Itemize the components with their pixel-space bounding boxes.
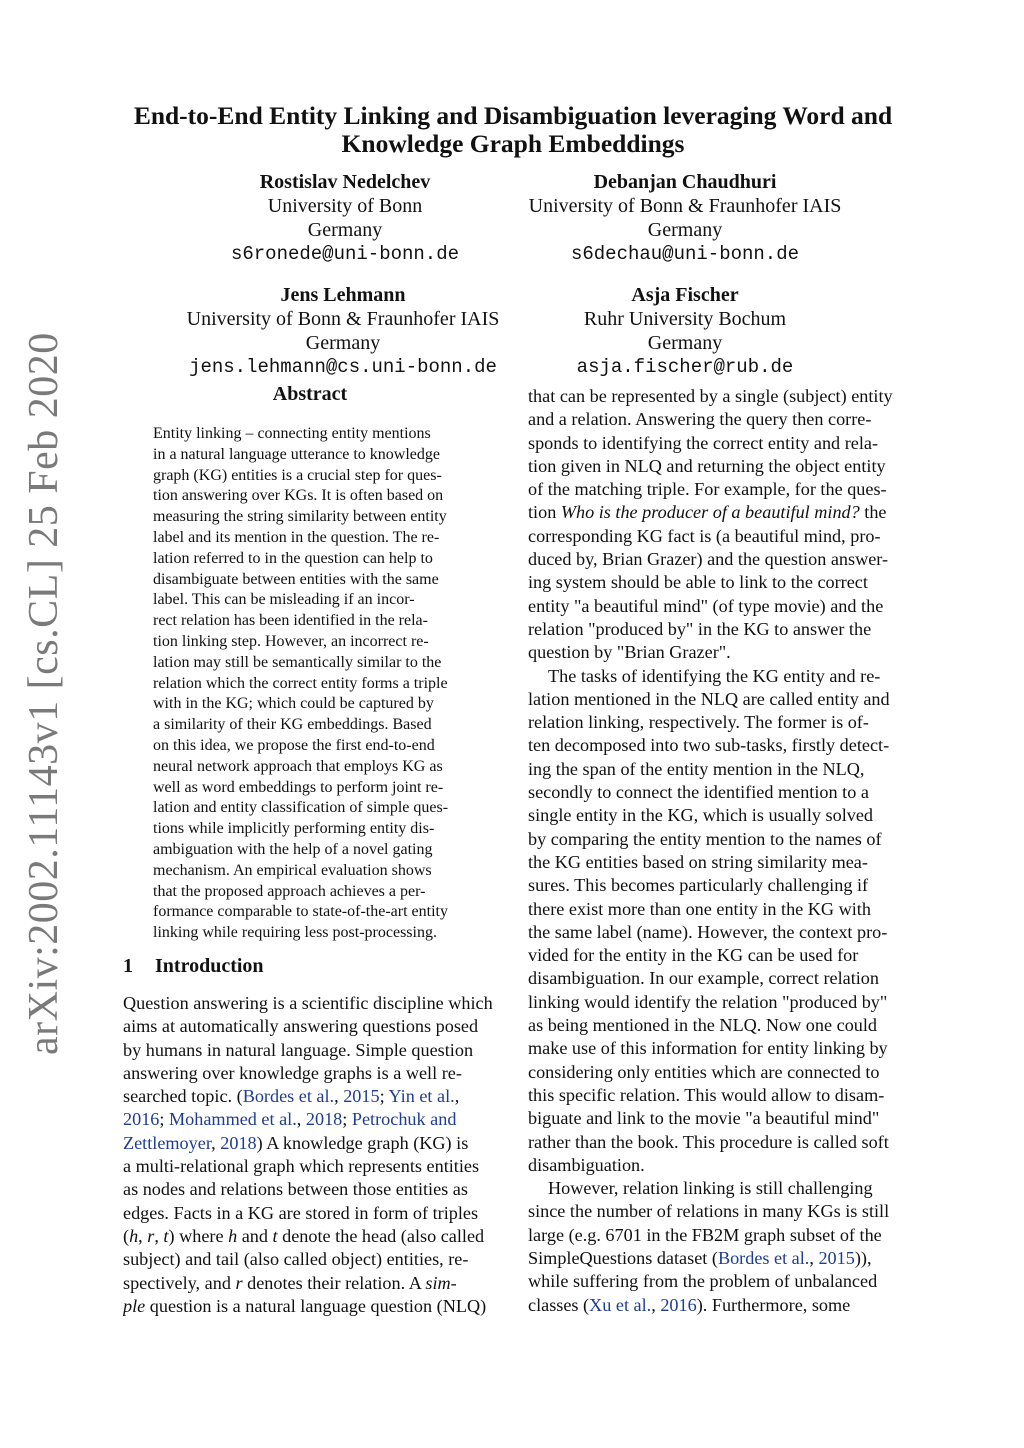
abstract-line: lation and entity classification of simple ques- bbox=[153, 799, 449, 817]
citation-link[interactable]: Bordes et al. bbox=[717, 1247, 810, 1268]
abstract-line: measuring the string similarity between entity bbox=[153, 508, 447, 526]
body-line: since the number of relations in many KGs is still bbox=[528, 1201, 890, 1222]
body-line: ing system should be able to link to the correct bbox=[528, 572, 868, 593]
abstract-line: neural network approach that employs KG as bbox=[153, 757, 443, 775]
body-line: relation "produced by" in the KG to answer the bbox=[528, 618, 872, 639]
body-line: single entity in the KG, which is usually solved bbox=[528, 805, 874, 826]
body-line: classes (Xu et al., 2016). Furthermore, some bbox=[528, 1294, 851, 1315]
abstract-line: tion linking step. However, an incorrect re- bbox=[153, 632, 429, 650]
body-line: the same label (name). However, the context pro- bbox=[528, 921, 888, 942]
intro-left-column bbox=[123, 992, 500, 1318]
abstract-line: graph (KG) entities is a crucial step for ques- bbox=[153, 466, 442, 484]
abstract-line: a similarity of their KG embeddings. Based bbox=[153, 716, 432, 734]
abstract-line: well as word embeddings to perform joint re- bbox=[153, 778, 444, 796]
body-line: large (e.g. 6701 in the FB2M graph subset of the bbox=[528, 1224, 882, 1245]
author-name: Rostislav Nedelchev bbox=[259, 171, 431, 193]
body-line: answering over knowledge graphs is a well re- bbox=[123, 1062, 462, 1083]
author-affiliation: Ruhr University Bochum bbox=[583, 308, 787, 330]
body-line: entity "a beautiful mind" (of type movie) and the bbox=[528, 595, 884, 616]
citation-link[interactable]: 2018 bbox=[220, 1132, 257, 1153]
body-line: by comparing the entity mention to the names of bbox=[528, 828, 882, 849]
author-affiliation: University of Bonn & Fraunhofer IAIS bbox=[186, 308, 500, 330]
body-line: Zettlemoyer, 2018) A knowledge graph (KG) is bbox=[123, 1132, 469, 1153]
body-line: sponds to identifying the correct entity and rela- bbox=[528, 432, 879, 453]
title-line-2: Knowledge Graph Embeddings bbox=[341, 129, 685, 158]
abstract-line: relation which the correct entity forms a triple bbox=[153, 674, 448, 692]
author-block-chaudhuri bbox=[485, 170, 885, 266]
abstract-line: tion answering over KGs. It is often based on bbox=[153, 487, 444, 505]
body-line: edges. Facts in a KG are stored in form of triples bbox=[123, 1202, 479, 1223]
body-line: vided for the entity in the KG can be used for bbox=[528, 945, 859, 966]
body-line: as nodes and relations between those entities as bbox=[123, 1179, 468, 1200]
abstract-line: mechanism. An empirical evaluation shows bbox=[153, 861, 432, 879]
author-country: Germany bbox=[307, 219, 383, 241]
body-line: disambiguation. In our example, correct relation bbox=[528, 968, 879, 989]
body-line: (h, r, t) where h and t denote the head (also called bbox=[123, 1225, 485, 1246]
body-line: The tasks of identifying the KG entity and re- bbox=[548, 665, 881, 686]
body-line: However, relation linking is still challenging bbox=[548, 1178, 873, 1199]
citation-link[interactable]: Bordes et al. bbox=[242, 1086, 335, 1107]
body-line: considering only entities which are connected to bbox=[528, 1061, 880, 1082]
body-line: 2016; Mohammed et al., 2018; Petrochuk and bbox=[123, 1109, 457, 1130]
citation-link[interactable]: Petrochuk and bbox=[351, 1109, 457, 1130]
body-line: ple question is a natural language question (NLQ) bbox=[123, 1295, 487, 1316]
abstract-body bbox=[153, 424, 471, 944]
body-line: by humans in natural language. Simple question bbox=[123, 1039, 474, 1060]
body-line: and a relation. Answering the query then corre- bbox=[528, 409, 872, 430]
author-affiliation: University of Bonn & Fraunhofer IAIS bbox=[528, 195, 842, 217]
body-line: ing the span of the entity mention in the NLQ, bbox=[528, 758, 865, 779]
paper-title bbox=[120, 102, 906, 158]
author-email[interactable]: jens.lehmann@cs.uni-bonn.de bbox=[189, 356, 497, 378]
body-line: secondly to connect the identified mention to a bbox=[528, 782, 869, 803]
author-block-lehmann bbox=[143, 283, 543, 379]
citation-link[interactable]: 2018 bbox=[305, 1109, 343, 1130]
body-line: lation mentioned in the NLQ are called entity and bbox=[528, 688, 890, 709]
body-line: searched topic. (Bordes et al., 2015; Yin et al., bbox=[123, 1086, 460, 1107]
body-line: there exist more than one entity in the KG with bbox=[528, 898, 871, 919]
abstract-line: label and its mention in the question. The re- bbox=[153, 528, 440, 546]
body-line: a multi-relational graph which represents entities bbox=[123, 1156, 480, 1177]
body-line: duced by, Brian Grazer) and the question answer- bbox=[528, 549, 889, 570]
body-line: while suffering from the problem of unbalanced bbox=[528, 1271, 878, 1292]
body-line: disambiguation. bbox=[528, 1154, 645, 1175]
body-line: aims at automatically answering questions posed bbox=[123, 1016, 479, 1037]
body-line: SimpleQuestions dataset (Bordes et al., 2015)), bbox=[528, 1247, 872, 1268]
abstract-line: label. This can be misleading if an incor- bbox=[153, 591, 415, 609]
body-line: make use of this information for entity linking by bbox=[528, 1038, 888, 1059]
body-line: rather than the book. This procedure is called soft bbox=[528, 1131, 889, 1152]
body-line: as being mentioned in the NLQ. Now one could bbox=[528, 1015, 878, 1036]
citation-link[interactable]: 2016 bbox=[123, 1109, 160, 1130]
body-line: of the matching triple. For example, for the ques- bbox=[528, 479, 887, 500]
arxiv-identifier-stamp: arXiv:2002.11143v1 [cs.CL] 25 Feb 2020 bbox=[21, 332, 67, 1055]
abstract-heading: Abstract bbox=[272, 383, 348, 405]
body-line: tion given in NLQ and returning the object entity bbox=[528, 455, 886, 476]
abstract-line: tions while implicitly performing entity dis- bbox=[153, 820, 435, 838]
body-line: the KG entities based on string similarity mea- bbox=[528, 851, 868, 872]
author-country: Germany bbox=[305, 332, 381, 354]
author-country: Germany bbox=[647, 332, 723, 354]
author-email[interactable]: s6ronede@uni-bonn.de bbox=[230, 243, 460, 265]
intro-right-column bbox=[528, 385, 905, 1317]
abstract-line: lation may still be semantically similar to the bbox=[153, 653, 442, 671]
citation-link[interactable]: Zettlemoyer bbox=[123, 1132, 212, 1153]
abstract-line: Entity linking – connecting entity mentions bbox=[153, 425, 431, 442]
body-line: question by "Brian Grazer". bbox=[528, 642, 731, 663]
abstract-line: lation referred to in the question can help to bbox=[153, 549, 433, 567]
section-number: 1 bbox=[123, 955, 133, 977]
citation-link[interactable]: Xu et al. bbox=[589, 1294, 652, 1315]
body-line: tion Who is the producer of a beautiful mind? the bbox=[528, 502, 887, 523]
citation-link[interactable]: Yin et al. bbox=[388, 1086, 455, 1107]
title-line-1: End-to-End Entity Linking and Disambiguation leveraging Word and bbox=[133, 101, 893, 130]
abstract-line: with in the KG; which could be captured by bbox=[153, 695, 434, 713]
abstract-line: rect relation has been identified in the rela- bbox=[153, 612, 428, 630]
body-line: linking would identify the relation "produced by" bbox=[528, 991, 888, 1012]
author-block-fischer bbox=[485, 283, 885, 379]
body-line: this specific relation. This would allow to disam- bbox=[528, 1084, 885, 1105]
body-line: spectively, and r denotes their relation. A sim- bbox=[123, 1272, 457, 1293]
abstract-line: in a natural language utterance to knowledge bbox=[153, 445, 440, 463]
section-heading-introduction bbox=[123, 955, 264, 978]
section-title: Introduction bbox=[155, 955, 264, 977]
body-line: relation linking, respectively. The former is of- bbox=[528, 712, 869, 733]
body-line: corresponding KG fact is (a beautiful mind, pro- bbox=[528, 525, 881, 546]
author-name: Debanjan Chaudhuri bbox=[593, 171, 777, 193]
abstract-line: that the proposed approach achieves a per- bbox=[153, 882, 426, 900]
author-country: Germany bbox=[647, 219, 723, 241]
author-name: Jens Lehmann bbox=[280, 284, 406, 306]
body-line: Question answering is a scientific discipline which bbox=[123, 993, 493, 1013]
abstract-line: formance comparable to state-of-the-art entity bbox=[153, 903, 448, 921]
body-line: subject) and tail (also called object) entities, re- bbox=[123, 1249, 469, 1270]
abstract-line: on this idea, we propose the first end-to-end bbox=[153, 736, 435, 754]
body-line: that can be represented by a single (subject) entity bbox=[528, 386, 893, 406]
author-email[interactable]: asja.fischer@rub.de bbox=[576, 356, 794, 378]
citation-link[interactable]: Mohammed et al. bbox=[168, 1109, 297, 1130]
author-name: Asja Fischer bbox=[631, 284, 739, 306]
author-email[interactable]: s6dechau@uni-bonn.de bbox=[570, 243, 800, 265]
abstract-line: linking while requiring less post-processing. bbox=[153, 924, 437, 942]
body-line: sures. This becomes particularly challenging if bbox=[528, 875, 869, 896]
abstract-line: ambiguation with the help of a novel gating bbox=[153, 840, 433, 858]
citation-link[interactable]: 2015 bbox=[343, 1086, 380, 1107]
body-line: biguate and link to the movie "a beautiful mind" bbox=[528, 1108, 880, 1129]
body-line: ten decomposed into two sub-tasks, firstly detect- bbox=[528, 735, 890, 756]
citation-link[interactable]: 2016 bbox=[660, 1294, 697, 1315]
abstract-line: disambiguate between entities with the same bbox=[153, 570, 439, 588]
author-affiliation: University of Bonn bbox=[267, 195, 423, 217]
citation-link[interactable]: 2015 bbox=[818, 1247, 855, 1268]
